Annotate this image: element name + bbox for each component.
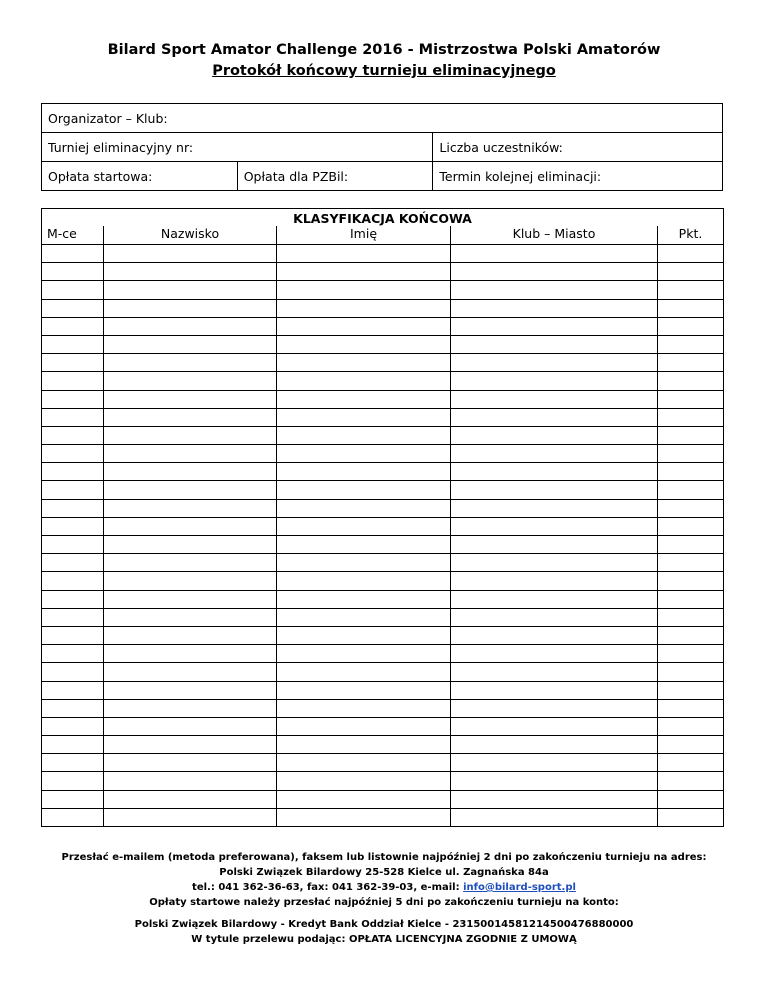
cell-firstname[interactable] <box>277 517 451 535</box>
cell-surname[interactable] <box>104 499 277 517</box>
cell-firstname[interactable] <box>277 299 451 317</box>
cell-firstname[interactable] <box>277 354 451 372</box>
cell-club-city[interactable] <box>451 663 658 681</box>
cell-club-city[interactable] <box>451 372 658 390</box>
table-row <box>42 463 724 481</box>
cell-surname[interactable] <box>104 717 277 735</box>
cell-points[interactable] <box>658 445 724 463</box>
cell-club-city[interactable] <box>451 299 658 317</box>
cell-club-city[interactable] <box>451 717 658 735</box>
table-row <box>42 772 724 790</box>
table-row <box>42 335 724 353</box>
info-table <box>41 103 723 191</box>
cell-place[interactable] <box>42 354 104 372</box>
cell-firstname[interactable] <box>277 390 451 408</box>
cell-place[interactable] <box>42 736 104 754</box>
cell-points[interactable] <box>658 681 724 699</box>
cell-place[interactable] <box>42 390 104 408</box>
cell-surname[interactable] <box>104 772 277 790</box>
cell-firstname[interactable] <box>277 717 451 735</box>
cell-club-city[interactable] <box>451 736 658 754</box>
cell-surname[interactable] <box>104 390 277 408</box>
table-row <box>42 445 724 463</box>
cell-firstname[interactable] <box>277 572 451 590</box>
cell-club-city[interactable] <box>451 499 658 517</box>
tournament-number-field[interactable]: Turniej eliminacyjny nr: <box>42 133 433 162</box>
cell-place[interactable] <box>42 263 104 281</box>
document-title: Bilard Sport Amator Challenge 2016 - Mistrzostwa Polski Amatorów <box>107 42 661 58</box>
cell-surname[interactable] <box>104 736 277 754</box>
table-row <box>42 626 724 644</box>
cell-club-city[interactable] <box>451 572 658 590</box>
cell-club-city[interactable] <box>451 536 658 554</box>
cell-points[interactable] <box>658 736 724 754</box>
cell-firstname[interactable] <box>277 463 451 481</box>
cell-points[interactable] <box>658 808 724 826</box>
cell-firstname[interactable] <box>277 554 451 572</box>
table-row <box>42 263 724 281</box>
cell-surname[interactable] <box>104 790 277 808</box>
cell-surname[interactable] <box>104 663 277 681</box>
cell-club-city[interactable] <box>451 681 658 699</box>
organizer-field[interactable]: Organizator – Klub: <box>42 104 723 133</box>
cell-surname[interactable] <box>104 408 277 426</box>
cell-place[interactable] <box>42 772 104 790</box>
cell-points[interactable] <box>658 481 724 499</box>
cell-points[interactable] <box>658 554 724 572</box>
cell-points[interactable] <box>658 772 724 790</box>
cell-firstname[interactable] <box>277 317 451 335</box>
table-row <box>42 317 724 335</box>
table-row <box>42 808 724 826</box>
document-subtitle: Protokół końcowy turnieju eliminacyjnego <box>212 63 556 79</box>
cell-club-city[interactable] <box>451 390 658 408</box>
result-rows <box>42 245 724 827</box>
cell-place[interactable] <box>42 245 104 263</box>
cell-club-city[interactable] <box>451 608 658 626</box>
cell-surname[interactable] <box>104 808 277 826</box>
cell-place[interactable] <box>42 626 104 644</box>
cell-surname[interactable] <box>104 463 277 481</box>
cell-surname[interactable] <box>104 317 277 335</box>
footer-bank-account: Polski Związek Bilardowy - Kredyt Bank Oddział Kielce - 23150014581214500476880000 <box>134 919 634 930</box>
cell-place[interactable] <box>42 499 104 517</box>
cell-place[interactable] <box>42 808 104 826</box>
cell-surname[interactable] <box>104 335 277 353</box>
cell-surname[interactable] <box>104 263 277 281</box>
cell-surname[interactable] <box>104 681 277 699</box>
email-link[interactable]: info@bilard-sport.pl <box>463 882 576 893</box>
cell-firstname[interactable] <box>277 499 451 517</box>
cell-firstname[interactable] <box>277 681 451 699</box>
cell-place[interactable] <box>42 299 104 317</box>
cell-place[interactable] <box>42 445 104 463</box>
cell-place[interactable] <box>42 517 104 535</box>
classification-heading: KLASYFIKACJA KOŃCOWA <box>42 209 724 227</box>
footer-fee-instructions: Opłaty startowe należy przesłać najpóźniej 5 dni po zakończeniu turnieju na konto: <box>149 897 619 908</box>
cell-points[interactable] <box>658 390 724 408</box>
cell-club-city[interactable] <box>451 463 658 481</box>
cell-place[interactable] <box>42 590 104 608</box>
cell-club-city[interactable] <box>451 354 658 372</box>
table-row <box>42 608 724 626</box>
table-row <box>42 499 724 517</box>
table-row <box>42 717 724 735</box>
table-row <box>42 790 724 808</box>
cell-place[interactable] <box>42 536 104 554</box>
table-row <box>42 645 724 663</box>
cell-place[interactable] <box>42 372 104 390</box>
cell-firstname[interactable] <box>277 590 451 608</box>
cell-points[interactable] <box>658 499 724 517</box>
cell-firstname[interactable] <box>277 372 451 390</box>
cell-club-city[interactable] <box>451 426 658 444</box>
cell-surname[interactable] <box>104 626 277 644</box>
table-row <box>42 572 724 590</box>
cell-place[interactable] <box>42 699 104 717</box>
cell-points[interactable] <box>658 263 724 281</box>
table-row <box>42 281 724 299</box>
cell-firstname[interactable] <box>277 408 451 426</box>
column-header-row <box>42 226 724 245</box>
footer-address: Polski Związek Bilardowy 25-528 Kielce ul. Zagnańska 84a <box>219 867 549 878</box>
cell-firstname[interactable] <box>277 263 451 281</box>
cell-club-city[interactable] <box>451 517 658 535</box>
cell-club-city[interactable] <box>451 481 658 499</box>
column-header-club-city: Klub – Miasto <box>451 226 658 245</box>
next-elimination-date-field[interactable]: Termin kolejnej eliminacji: <box>433 162 723 191</box>
cell-points[interactable] <box>658 517 724 535</box>
cell-points[interactable] <box>658 408 724 426</box>
cell-points[interactable] <box>658 572 724 590</box>
table-row <box>42 736 724 754</box>
cell-surname[interactable] <box>104 517 277 535</box>
cell-points[interactable] <box>658 663 724 681</box>
cell-club-city[interactable] <box>451 626 658 644</box>
cell-points[interactable] <box>658 790 724 808</box>
table-row <box>42 408 724 426</box>
cell-club-city[interactable] <box>451 590 658 608</box>
cell-firstname[interactable] <box>277 645 451 663</box>
cell-firstname[interactable] <box>277 608 451 626</box>
cell-place[interactable] <box>42 572 104 590</box>
table-row <box>42 481 724 499</box>
results-table <box>41 208 724 827</box>
table-row <box>42 663 724 681</box>
cell-surname[interactable] <box>104 572 277 590</box>
table-row <box>42 699 724 717</box>
cell-surname[interactable] <box>104 426 277 444</box>
cell-surname[interactable] <box>104 354 277 372</box>
cell-points[interactable] <box>658 463 724 481</box>
cell-points[interactable] <box>658 645 724 663</box>
footer-send-instructions: Przesłać e-mailem (metoda preferowana), faksem lub listownie najpóźniej 2 dni po zakończeniu turnieju na adres: <box>61 852 707 863</box>
cell-place[interactable] <box>42 681 104 699</box>
cell-place[interactable] <box>42 463 104 481</box>
table-row <box>42 245 724 263</box>
cell-points[interactable] <box>658 335 724 353</box>
column-header-points: Pkt. <box>658 226 724 245</box>
table-row <box>42 754 724 772</box>
cell-place[interactable] <box>42 754 104 772</box>
table-row <box>42 590 724 608</box>
cell-points[interactable] <box>658 372 724 390</box>
cell-place[interactable] <box>42 426 104 444</box>
cell-club-city[interactable] <box>451 408 658 426</box>
column-header-firstname: Imię <box>277 226 451 245</box>
cell-place[interactable] <box>42 717 104 735</box>
cell-points[interactable] <box>658 245 724 263</box>
cell-club-city[interactable] <box>451 754 658 772</box>
cell-surname[interactable] <box>104 299 277 317</box>
table-row <box>42 372 724 390</box>
cell-club-city[interactable] <box>451 645 658 663</box>
cell-place[interactable] <box>42 335 104 353</box>
cell-club-city[interactable] <box>451 772 658 790</box>
table-row <box>42 354 724 372</box>
cell-points[interactable] <box>658 699 724 717</box>
cell-firstname[interactable] <box>277 445 451 463</box>
table-row <box>42 536 724 554</box>
cell-club-city[interactable] <box>451 245 658 263</box>
cell-points[interactable] <box>658 754 724 772</box>
cell-points[interactable] <box>658 608 724 626</box>
footer-transfer-title: W tytule przelewu podając: OPŁATA LICENCYJNA ZGODNIE Z UMOWĄ <box>191 934 577 945</box>
cell-surname[interactable] <box>104 590 277 608</box>
cell-surname[interactable] <box>104 281 277 299</box>
cell-surname[interactable] <box>104 372 277 390</box>
cell-club-city[interactable] <box>451 808 658 826</box>
cell-points[interactable] <box>658 281 724 299</box>
cell-club-city[interactable] <box>451 445 658 463</box>
pzbil-fee-field[interactable]: Opłata dla PZBil: <box>237 162 433 191</box>
cell-points[interactable] <box>658 354 724 372</box>
cell-place[interactable] <box>42 408 104 426</box>
cell-points[interactable] <box>658 317 724 335</box>
table-row <box>42 390 724 408</box>
cell-points[interactable] <box>658 626 724 644</box>
table-row <box>42 554 724 572</box>
cell-surname[interactable] <box>104 536 277 554</box>
cell-club-city[interactable] <box>451 699 658 717</box>
cell-surname[interactable] <box>104 481 277 499</box>
cell-firstname[interactable] <box>277 663 451 681</box>
cell-place[interactable] <box>42 608 104 626</box>
cell-firstname[interactable] <box>277 699 451 717</box>
cell-place[interactable] <box>42 281 104 299</box>
cell-surname[interactable] <box>104 445 277 463</box>
cell-firstname[interactable] <box>277 626 451 644</box>
cell-club-city[interactable] <box>451 790 658 808</box>
table-row <box>42 299 724 317</box>
table-row <box>42 681 724 699</box>
cell-firstname[interactable] <box>277 335 451 353</box>
cell-place[interactable] <box>42 645 104 663</box>
cell-firstname[interactable] <box>277 426 451 444</box>
cell-place[interactable] <box>42 790 104 808</box>
column-header-surname: Nazwisko <box>104 226 277 245</box>
cell-firstname[interactable] <box>277 536 451 554</box>
footer-instructions <box>0 850 768 910</box>
cell-place[interactable] <box>42 481 104 499</box>
cell-surname[interactable] <box>104 245 277 263</box>
cell-club-city[interactable] <box>451 263 658 281</box>
cell-firstname[interactable] <box>277 790 451 808</box>
table-row <box>42 426 724 444</box>
cell-surname[interactable] <box>104 608 277 626</box>
cell-points[interactable] <box>658 590 724 608</box>
column-header-place: M-ce <box>42 226 104 245</box>
cell-surname[interactable] <box>104 699 277 717</box>
cell-points[interactable] <box>658 299 724 317</box>
cell-firstname[interactable] <box>277 808 451 826</box>
cell-club-city[interactable] <box>451 281 658 299</box>
cell-firstname[interactable] <box>277 481 451 499</box>
entry-fee-field[interactable]: Opłata startowa: <box>42 162 238 191</box>
cell-club-city[interactable] <box>451 335 658 353</box>
footer-contact <box>0 880 768 895</box>
footer-contact-text: tel.: 041 362-36-63, fax: 041 362-39-03, e-mail: <box>192 882 464 893</box>
participants-field[interactable]: Liczba uczestników: <box>433 133 723 162</box>
cell-surname[interactable] <box>104 754 277 772</box>
cell-surname[interactable] <box>104 554 277 572</box>
cell-points[interactable] <box>658 536 724 554</box>
cell-points[interactable] <box>658 426 724 444</box>
cell-firstname[interactable] <box>277 281 451 299</box>
cell-firstname[interactable] <box>277 736 451 754</box>
cell-place[interactable] <box>42 317 104 335</box>
table-row <box>42 517 724 535</box>
cell-firstname[interactable] <box>277 245 451 263</box>
cell-points[interactable] <box>658 717 724 735</box>
cell-place[interactable] <box>42 663 104 681</box>
footer-bank <box>0 917 768 947</box>
cell-club-city[interactable] <box>451 317 658 335</box>
cell-club-city[interactable] <box>451 554 658 572</box>
cell-place[interactable] <box>42 554 104 572</box>
cell-firstname[interactable] <box>277 754 451 772</box>
cell-firstname[interactable] <box>277 772 451 790</box>
cell-surname[interactable] <box>104 645 277 663</box>
